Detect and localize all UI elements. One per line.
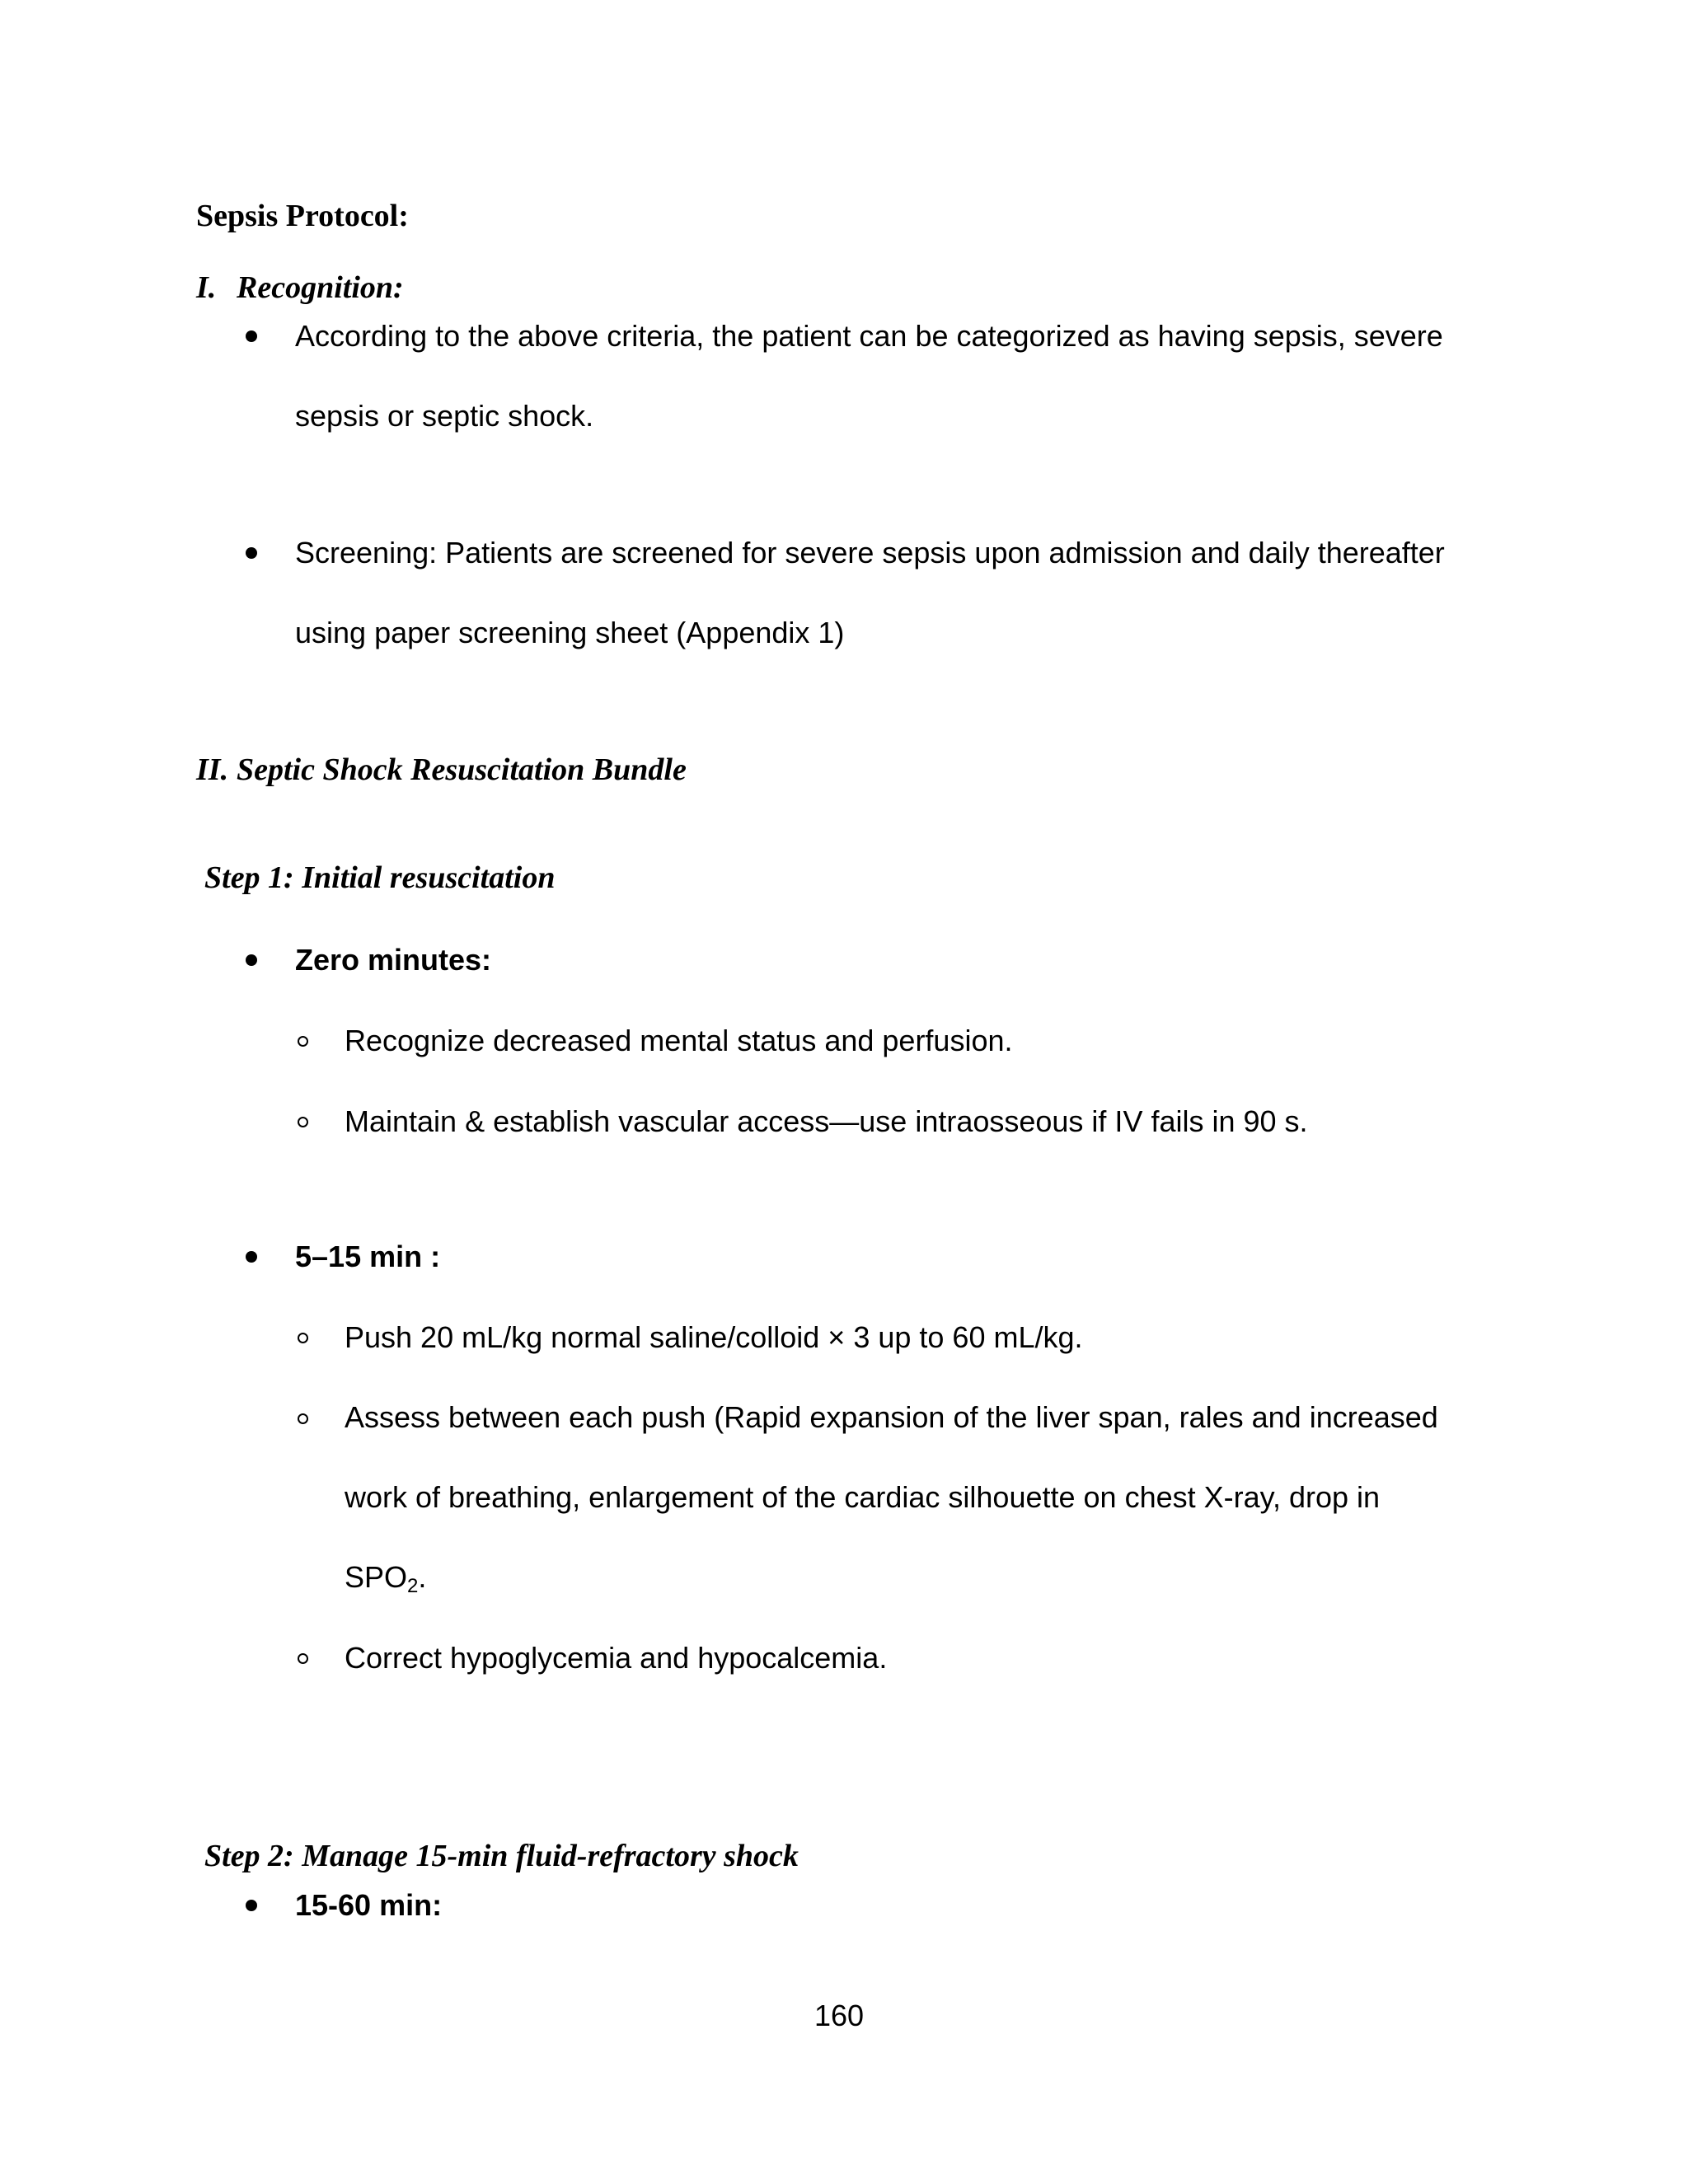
step-1-heading: Step 1: Initial resuscitation	[204, 860, 556, 895]
zero-minutes-item-1: Recognize decreased mental status and perfusion.	[345, 1024, 1013, 1057]
page-number: 160	[814, 1999, 865, 2032]
page-title: Sepsis Protocol:	[196, 199, 409, 233]
recognition-bullet-2-line-2: using paper screening sheet (Appendix 1)	[295, 616, 845, 649]
five-fifteen-item-1: Push 20 mL/kg normal saline/colloid × 3 up to 60 mL/kg.	[345, 1320, 1083, 1354]
bullet-marker	[246, 1251, 257, 1263]
bullet-marker	[246, 954, 257, 966]
section-2-heading: Septic Shock Resuscitation Bundle	[237, 752, 687, 787]
recognition-bullet-1-line-2: sepsis or septic shock.	[295, 399, 594, 433]
section-1-numeral: I.	[196, 270, 217, 305]
five-fifteen-item-2-line-1: Assess between each push (Rapid expansion of the liver span, rales and increased	[345, 1400, 1438, 1434]
five-fifteen-item-2-line-3	[345, 1560, 427, 1597]
section-1-heading: Recognition:	[237, 270, 404, 305]
zero-minutes-item-2: Maintain & establish vascular access—use intraosseous if IV fails in 90 s.	[345, 1104, 1308, 1138]
section-2-numeral: II.	[196, 752, 229, 787]
sub-bullet-marker	[298, 1036, 308, 1047]
spo2-text: SPO	[345, 1560, 408, 1594]
five-fifteen-item-3: Correct hypoglycemia and hypocalcemia.	[345, 1641, 888, 1675]
sub-bullet-marker	[298, 1653, 308, 1664]
recognition-bullet-1-line-1: According to the above criteria, the patient can be categorized as having sepsis, severe	[295, 319, 1443, 353]
step-2-heading: Step 2: Manage 15-min fluid-refractory shock	[204, 1839, 799, 1873]
spo2-period: .	[418, 1560, 427, 1594]
five-fifteen-item-2-line-2: work of breathing, enlargement of the cardiac silhouette on chest X-ray, drop in	[345, 1480, 1381, 1514]
recognition-bullet-2-line-1: Screening: Patients are screened for severe sepsis upon admission and daily thereafter	[295, 536, 1445, 569]
spo2-subscript: 2	[407, 1575, 419, 1597]
bullet-marker	[246, 547, 257, 559]
bullet-marker	[246, 330, 257, 342]
zero-minutes-label: Zero minutes:	[295, 943, 492, 977]
sub-bullet-marker	[298, 1117, 308, 1127]
fifteen-sixty-min-label: 15-60 min:	[295, 1888, 443, 1922]
sub-bullet-marker	[298, 1413, 308, 1424]
bullet-marker	[246, 1900, 257, 1911]
sub-bullet-marker	[298, 1333, 308, 1343]
five-fifteen-min-label: 5–15 min :	[295, 1240, 441, 1273]
